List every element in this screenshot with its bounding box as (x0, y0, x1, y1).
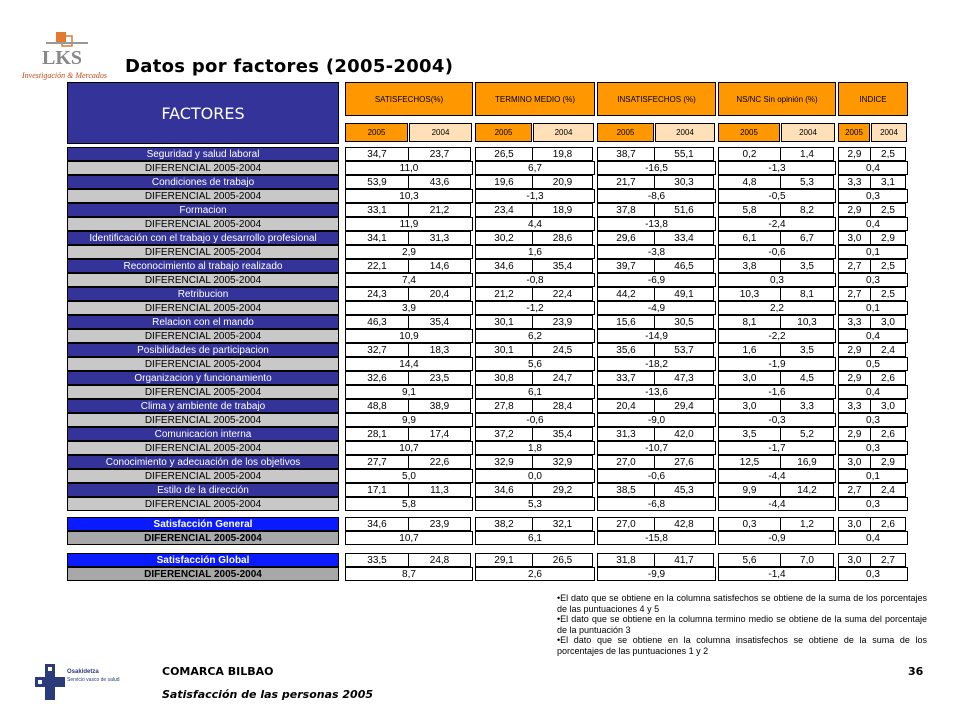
diff-cell: 9,1 (345, 385, 473, 399)
summary-diff-label: DIFERENCIAL 2005-2004 (67, 567, 339, 581)
value-cell: 38,9 (408, 399, 471, 413)
factor-label: Clima y ambiente de trabajo (67, 399, 339, 413)
value-cell: 11,3 (408, 483, 471, 497)
diff-cell: -2,2 (718, 329, 836, 343)
factor-label: Reconocimiento al trabajo realizado (67, 259, 339, 273)
diff-cell: 0,1 (838, 245, 908, 259)
diff-cell: 7,4 (345, 273, 473, 287)
value-cell: 35,4 (532, 259, 593, 273)
value-cell: 2,5 (870, 203, 906, 217)
diff-cell: -1,3 (718, 161, 836, 175)
summary-diff-cell: 10,7 (345, 531, 473, 545)
diff-label: DIFERENCIAL 2005-2004 (67, 161, 339, 175)
value-cell: 2,9 (870, 455, 906, 469)
value-cell: 3,5 (780, 343, 834, 357)
value-cell: 5,8 (718, 203, 781, 217)
factor-label: Comunicacion interna (67, 427, 339, 441)
value-cell: 30,1 (475, 315, 533, 329)
value-cell: 8,2 (780, 203, 834, 217)
value-cell: 32,7 (345, 343, 409, 357)
diff-cell: 5,8 (345, 497, 473, 511)
value-cell: 3,1 (870, 175, 906, 189)
value-cell: 2,7 (838, 483, 871, 497)
value-cell: 24,5 (532, 343, 593, 357)
factor-label: Formacion (67, 203, 339, 217)
value-cell: 28,6 (532, 231, 593, 245)
value-cell: 20,4 (597, 399, 655, 413)
value-cell: 53,9 (345, 175, 409, 189)
diff-cell: 0,1 (838, 469, 908, 483)
summary-diff-label: DIFERENCIAL 2005-2004 (67, 531, 339, 545)
diff-label: DIFERENCIAL 2005-2004 (67, 245, 339, 259)
page-title: Datos por factores (2005-2004) (125, 56, 454, 77)
summary-diff-cell: 6,1 (475, 531, 595, 545)
diff-cell: 0,3 (718, 273, 836, 287)
summary-value-cell: 2,6 (870, 517, 906, 531)
summary-value-cell: 42,8 (654, 517, 714, 531)
value-cell: 3,5 (780, 259, 834, 273)
summary-diff-cell: -0,9 (718, 531, 836, 545)
value-cell: 10,3 (718, 287, 781, 301)
note-insatisfechos: •El dato que se obtiene en la columna insatisfechos se obtiene de la suma de los porcentajes de las puntuaciones 1 y 2 (557, 635, 927, 656)
diff-cell: 0,4 (838, 329, 908, 343)
diff-cell: -1,6 (718, 385, 836, 399)
value-cell: 47,3 (654, 371, 714, 385)
value-cell: 17,4 (408, 427, 471, 441)
osakidetza-logo (35, 664, 155, 700)
value-cell: 3,0 (870, 315, 906, 329)
diff-cell: 10,9 (345, 329, 473, 343)
value-cell: 29,4 (654, 399, 714, 413)
lks-logo (18, 30, 118, 86)
value-cell: 31,3 (597, 427, 655, 441)
diff-cell: 1,6 (475, 245, 595, 259)
value-cell: 22,4 (532, 287, 593, 301)
diff-cell: 9,9 (345, 413, 473, 427)
value-cell: 30,3 (654, 175, 714, 189)
value-cell: 2,7 (838, 259, 871, 273)
value-cell: 2,4 (870, 343, 906, 357)
summary-diff-cell: 2,6 (475, 567, 595, 581)
summary-value-cell: 26,5 (532, 553, 593, 567)
diff-label: DIFERENCIAL 2005-2004 (67, 413, 339, 427)
value-cell: 6,1 (718, 231, 781, 245)
value-cell: 2,5 (870, 287, 906, 301)
value-cell: 38,7 (597, 147, 655, 161)
factor-label: Organizacion y funcionamiento (67, 371, 339, 385)
summary-value-cell: 32,1 (532, 517, 593, 531)
diff-label: DIFERENCIAL 2005-2004 (67, 189, 339, 203)
value-cell: 26,5 (475, 147, 533, 161)
year-2004-header: 2004 (409, 123, 472, 142)
value-cell: 2,6 (870, 427, 906, 441)
diff-cell: 5,0 (345, 469, 473, 483)
value-cell: 37,8 (597, 203, 655, 217)
value-cell: 23,7 (408, 147, 471, 161)
diff-cell: 10,7 (345, 441, 473, 455)
value-cell: 2,5 (870, 147, 906, 161)
value-cell: 28,4 (532, 399, 593, 413)
summary-value-cell: 33,5 (345, 553, 409, 567)
diff-cell: -13,6 (597, 385, 716, 399)
column-group-header: TERMINO MEDIO (%) (475, 82, 595, 116)
diff-cell: -13,8 (597, 217, 716, 231)
diff-cell: 0,3 (838, 413, 908, 427)
value-cell: 20,4 (408, 287, 471, 301)
summary-value-cell: 2,7 (870, 553, 906, 567)
value-cell: 3,3 (838, 175, 871, 189)
value-cell: 49,1 (654, 287, 714, 301)
diff-cell: 11,9 (345, 217, 473, 231)
diff-cell: 5,3 (475, 497, 595, 511)
diff-cell: -4,4 (718, 497, 836, 511)
value-cell: 55,1 (654, 147, 714, 161)
value-cell: 21,7 (597, 175, 655, 189)
value-cell: 46,5 (654, 259, 714, 273)
diff-cell: 11,0 (345, 161, 473, 175)
value-cell: 5,3 (780, 175, 834, 189)
diff-cell: -0,6 (718, 245, 836, 259)
column-group-header: NS/NC Sin opinión (%) (718, 82, 836, 116)
diff-cell: -16,5 (597, 161, 716, 175)
diff-cell: -1,3 (475, 189, 595, 203)
diff-cell: -0,6 (475, 413, 595, 427)
diff-cell: 10,3 (345, 189, 473, 203)
value-cell: 3,3 (838, 315, 871, 329)
year-2005-header: 2005 (345, 123, 408, 142)
summary-value-cell: 1,2 (780, 517, 834, 531)
diff-cell: 0,0 (475, 469, 595, 483)
value-cell: 22,6 (408, 455, 471, 469)
summary-diff-cell: 8,7 (345, 567, 473, 581)
value-cell: 27,7 (345, 455, 409, 469)
summary-diff-cell: 0,4 (838, 531, 908, 545)
value-cell: 5,2 (780, 427, 834, 441)
factor-label: Condiciones de trabajo (67, 175, 339, 189)
summary-value-cell: 3,0 (838, 517, 871, 531)
osakidetza-subtitle: Servicio vasco de salud (67, 677, 120, 683)
diff-cell: 6,2 (475, 329, 595, 343)
page-number: 36 (908, 665, 924, 678)
value-cell: 9,9 (718, 483, 781, 497)
value-cell: 24,7 (532, 371, 593, 385)
value-cell: 53,7 (654, 343, 714, 357)
diff-cell: 3,9 (345, 301, 473, 315)
value-cell: 45,3 (654, 483, 714, 497)
value-cell: 28,1 (345, 427, 409, 441)
footer-subtitle: Satisfacción de las personas 2005 (162, 688, 374, 701)
year-2004-header: 2004 (533, 123, 594, 142)
summary-label: Satisfacción General (67, 517, 339, 531)
value-cell: 18,9 (532, 203, 593, 217)
diff-cell: -1,9 (718, 357, 836, 371)
diff-cell: -4,9 (597, 301, 716, 315)
value-cell: 3,0 (838, 455, 871, 469)
value-cell: 20,9 (532, 175, 593, 189)
summary-value-cell: 3,0 (838, 553, 871, 567)
value-cell: 2,9 (838, 343, 871, 357)
diff-cell: -0,5 (718, 189, 836, 203)
diff-cell: -18,2 (597, 357, 716, 371)
value-cell: 34,6 (475, 483, 533, 497)
value-cell: 3,0 (718, 371, 781, 385)
value-cell: 23,5 (408, 371, 471, 385)
diff-cell: 6,7 (475, 161, 595, 175)
value-cell: 6,7 (780, 231, 834, 245)
value-cell: 10,3 (780, 315, 834, 329)
value-cell: 0,2 (718, 147, 781, 161)
value-cell: 18,3 (408, 343, 471, 357)
value-cell: 16,9 (780, 455, 834, 469)
summary-value-cell: 0,3 (718, 517, 781, 531)
value-cell: 2,5 (870, 259, 906, 273)
value-cell: 33,7 (597, 371, 655, 385)
value-cell: 3,0 (838, 231, 871, 245)
value-cell: 2,6 (870, 371, 906, 385)
diff-cell: -4,4 (718, 469, 836, 483)
diff-cell: 0,3 (838, 273, 908, 287)
value-cell: 3,8 (718, 259, 781, 273)
summary-value-cell: 24,8 (408, 553, 471, 567)
year-2005-header: 2005 (597, 123, 654, 142)
value-cell: 35,6 (597, 343, 655, 357)
value-cell: 30,8 (475, 371, 533, 385)
diff-cell: 2,9 (345, 245, 473, 259)
summary-value-cell: 41,7 (654, 553, 714, 567)
diff-cell: -1,2 (475, 301, 595, 315)
osakidetza-name: Osakidetza (67, 669, 99, 675)
value-cell: 22,1 (345, 259, 409, 273)
value-cell: 2,4 (870, 483, 906, 497)
diff-cell: 4,4 (475, 217, 595, 231)
summary-value-cell: 31,8 (597, 553, 655, 567)
diff-cell: 0,3 (838, 497, 908, 511)
factor-label: Identificación con el trabajo y desarrollo profesional (67, 231, 339, 245)
diff-cell: 1,8 (475, 441, 595, 455)
value-cell: 27,8 (475, 399, 533, 413)
diff-cell: 0,4 (838, 217, 908, 231)
diff-cell: -14,9 (597, 329, 716, 343)
summary-diff-cell: -15,8 (597, 531, 716, 545)
diff-label: DIFERENCIAL 2005-2004 (67, 385, 339, 399)
diff-cell: 0,3 (838, 189, 908, 203)
value-cell: 34,6 (475, 259, 533, 273)
value-cell: 14,6 (408, 259, 471, 273)
diff-cell: -0,6 (597, 469, 716, 483)
value-cell: 44,2 (597, 287, 655, 301)
note-satisfechos: •El dato que se obtiene en la columna satisfechos se obtiene de la suma de los porcentajes de las puntuaciones 4 y 5 (557, 593, 927, 614)
diff-cell: 2,2 (718, 301, 836, 315)
value-cell: 32,6 (345, 371, 409, 385)
value-cell: 1,6 (718, 343, 781, 357)
summary-diff-cell: -1,4 (718, 567, 836, 581)
value-cell: 48,8 (345, 399, 409, 413)
summary-value-cell: 5,6 (718, 553, 781, 567)
value-cell: 29,2 (532, 483, 593, 497)
diff-cell: -8,6 (597, 189, 716, 203)
factor-label: Relacion con el mando (67, 315, 339, 329)
value-cell: 32,9 (475, 455, 533, 469)
footer-comarca: COMARCA BILBAO (162, 665, 274, 678)
value-cell: 4,8 (718, 175, 781, 189)
diff-label: DIFERENCIAL 2005-2004 (67, 273, 339, 287)
diff-cell: -10,7 (597, 441, 716, 455)
column-group-header: SATISFECHOS(%) (345, 82, 473, 116)
factor-label: Posibilidades de participacion (67, 343, 339, 357)
value-cell: 21,2 (475, 287, 533, 301)
value-cell: 3,5 (718, 427, 781, 441)
diff-cell: -6,8 (597, 497, 716, 511)
diff-cell: 0,1 (838, 301, 908, 315)
year-2005-header: 2005 (838, 123, 870, 142)
value-cell: 42,0 (654, 427, 714, 441)
value-cell: 3,3 (780, 399, 834, 413)
diff-cell: -2,4 (718, 217, 836, 231)
diff-cell: 5,6 (475, 357, 595, 371)
value-cell: 3,0 (718, 399, 781, 413)
year-2004-header: 2004 (655, 123, 715, 142)
value-cell: 34,1 (345, 231, 409, 245)
value-cell: 2,9 (838, 427, 871, 441)
diff-label: DIFERENCIAL 2005-2004 (67, 497, 339, 511)
diff-cell: -3,8 (597, 245, 716, 259)
value-cell: 35,4 (532, 427, 593, 441)
value-cell: 29,6 (597, 231, 655, 245)
diff-label: DIFERENCIAL 2005-2004 (67, 469, 339, 483)
lks-logo-text: LKS (42, 47, 83, 69)
value-cell: 3,3 (838, 399, 871, 413)
value-cell: 33,4 (654, 231, 714, 245)
factor-label: Estilo de la dirección (67, 483, 339, 497)
value-cell: 30,2 (475, 231, 533, 245)
value-cell: 30,5 (654, 315, 714, 329)
note-termino-medio: •El dato que se obtiene en la columna termino medio se obtiene de la suma del porcentaje de la puntuación 3 (557, 614, 927, 635)
lks-logo-tagline: Investigación & Mercados (22, 71, 108, 80)
value-cell: 38,5 (597, 483, 655, 497)
value-cell: 33,1 (345, 203, 409, 217)
factor-label: Seguridad y salud laboral (67, 147, 339, 161)
value-cell: 21,2 (408, 203, 471, 217)
year-2004-header: 2004 (781, 123, 835, 142)
diff-cell: 0,5 (838, 357, 908, 371)
value-cell: 2,9 (838, 203, 871, 217)
value-cell: 17,1 (345, 483, 409, 497)
year-2005-header: 2005 (718, 123, 780, 142)
diff-cell: -0,3 (718, 413, 836, 427)
diff-cell: 14,4 (345, 357, 473, 371)
diff-label: DIFERENCIAL 2005-2004 (67, 357, 339, 371)
value-cell: 4,5 (780, 371, 834, 385)
value-cell: 2,9 (838, 371, 871, 385)
value-cell: 3,0 (870, 399, 906, 413)
diff-cell: -9,0 (597, 413, 716, 427)
diff-cell: 6,1 (475, 385, 595, 399)
diff-label: DIFERENCIAL 2005-2004 (67, 441, 339, 455)
summary-value-cell: 29,1 (475, 553, 533, 567)
value-cell: 24,3 (345, 287, 409, 301)
diff-label: DIFERENCIAL 2005-2004 (67, 217, 339, 231)
value-cell: 35,4 (408, 315, 471, 329)
diff-cell: -1,7 (718, 441, 836, 455)
value-cell: 46,3 (345, 315, 409, 329)
value-cell: 27,0 (597, 455, 655, 469)
summary-value-cell: 23,9 (408, 517, 471, 531)
diff-label: DIFERENCIAL 2005-2004 (67, 329, 339, 343)
value-cell: 51,6 (654, 203, 714, 217)
diff-cell: 0,4 (838, 161, 908, 175)
notes (557, 593, 927, 656)
value-cell: 19,6 (475, 175, 533, 189)
diff-cell: 0,4 (838, 385, 908, 399)
value-cell: 2,7 (838, 287, 871, 301)
value-cell: 1,4 (780, 147, 834, 161)
column-group-header: INDICE (838, 82, 908, 116)
value-cell: 12,5 (718, 455, 781, 469)
year-2005-header: 2005 (475, 123, 532, 142)
value-cell: 14,2 (780, 483, 834, 497)
value-cell: 19,8 (532, 147, 593, 161)
value-cell: 30,1 (475, 343, 533, 357)
value-cell: 15,6 (597, 315, 655, 329)
year-2004-header: 2004 (871, 123, 907, 142)
value-cell: 2,9 (870, 231, 906, 245)
value-cell: 43,6 (408, 175, 471, 189)
summary-value-cell: 38,2 (475, 517, 533, 531)
value-cell: 34,7 (345, 147, 409, 161)
value-cell: 27,6 (654, 455, 714, 469)
diff-cell: 0,3 (838, 441, 908, 455)
summary-value-cell: 7,0 (780, 553, 834, 567)
value-cell: 39,7 (597, 259, 655, 273)
diff-cell: -6,9 (597, 273, 716, 287)
value-cell: 32,9 (532, 455, 593, 469)
value-cell: 2,9 (838, 147, 871, 161)
value-cell: 8,1 (780, 287, 834, 301)
value-cell: 23,4 (475, 203, 533, 217)
factores-header: FACTORES (67, 82, 339, 144)
diff-cell: -0,8 (475, 273, 595, 287)
value-cell: 23,9 (532, 315, 593, 329)
summary-diff-cell: -9,9 (597, 567, 716, 581)
factor-label: Conocimiento y adecuación de los objetivos (67, 455, 339, 469)
column-group-header: INSATISFECHOS (%) (597, 82, 716, 116)
summary-value-cell: 27,0 (597, 517, 655, 531)
factor-label: Retribucion (67, 287, 339, 301)
summary-diff-cell: 0,3 (838, 567, 908, 581)
diff-label: DIFERENCIAL 2005-2004 (67, 301, 339, 315)
summary-value-cell: 34,6 (345, 517, 409, 531)
value-cell: 8,1 (718, 315, 781, 329)
value-cell: 31,3 (408, 231, 471, 245)
summary-label: Satisfacción Global (67, 553, 339, 567)
value-cell: 37,2 (475, 427, 533, 441)
